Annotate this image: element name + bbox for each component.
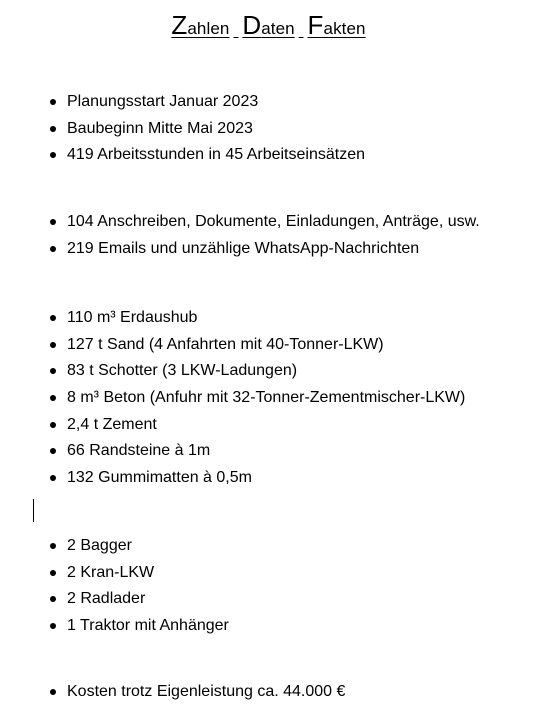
- list-item-text: 127 t Sand (4 Anfahrten mit 40-Tonner-LKW): [67, 335, 384, 353]
- list-item-text: 1 Traktor mit Anhänger: [67, 617, 229, 635]
- bullet-icon: [50, 448, 56, 454]
- bullet-icon: [50, 596, 56, 602]
- list-item-text: 66 Randsteine à 1m: [67, 442, 211, 460]
- list-item-text: 2,4 t Zement: [67, 415, 157, 433]
- list-item-text: 110 m³ Erdaushub: [67, 309, 198, 326]
- title-initial: F: [307, 10, 324, 40]
- bullet-icon: [50, 689, 56, 695]
- bullet-icon: [50, 570, 56, 576]
- bullet-icon: [50, 219, 56, 225]
- list-item-text: Planungsstart Januar 2023: [67, 93, 259, 110]
- title-word-zahlen: [171, 10, 230, 40]
- title-word-daten: [242, 10, 295, 40]
- bullet-icon: [50, 395, 56, 401]
- list-item-text: Kosten trotz Eigenleistung ca. 44.000 €: [67, 683, 346, 700]
- list-item-text: 2 Kran-LKW: [67, 563, 155, 581]
- bullet-icon: [50, 246, 56, 252]
- bullet-icon: [50, 543, 56, 549]
- bullet-icon: [50, 152, 56, 158]
- bullet-icon: [50, 99, 56, 105]
- bullet-icon: [50, 315, 56, 321]
- list-item-text: 104 Anschreiben, Dokumente, Einladungen, Anträge, usw.: [67, 213, 480, 230]
- title-initial: Z: [171, 10, 188, 40]
- bullet-icon: [50, 623, 56, 629]
- list-item-text: 132 Gummimatten à 0,5m: [67, 469, 252, 487]
- list-item-text: 2 Bagger: [67, 537, 132, 554]
- list-item-text: 419 Arbeitsstunden in 45 Arbeitseinsätzen: [67, 146, 365, 164]
- title-rest: akten: [323, 19, 366, 38]
- text-cursor: [33, 499, 34, 522]
- list-item-text: 83 t Schotter (3 LKW-Ladungen): [67, 362, 298, 380]
- bullet-icon: [50, 368, 56, 374]
- title-initial: D: [242, 10, 262, 40]
- bullet-icon: [50, 342, 56, 348]
- bullet-icon: [50, 422, 56, 428]
- list-item-text: 219 Emails und unzählige WhatsApp-Nachrichten: [67, 239, 420, 257]
- bullet-icon: [50, 475, 56, 481]
- list-item-text: Baubeginn Mitte Mai 2023: [67, 119, 253, 137]
- list-item-text: 8 m³ Beton (Anfuhr mit 32-Tonner-Zementmischer-LKW): [67, 389, 466, 407]
- title-rest: aten: [261, 19, 295, 38]
- document-title: [0, 8, 537, 46]
- bullet-icon: [50, 126, 56, 132]
- title-word-fakten: [307, 10, 366, 40]
- title-rest: ahlen: [187, 19, 230, 38]
- list-item-text: 2 Radlader: [67, 590, 146, 608]
